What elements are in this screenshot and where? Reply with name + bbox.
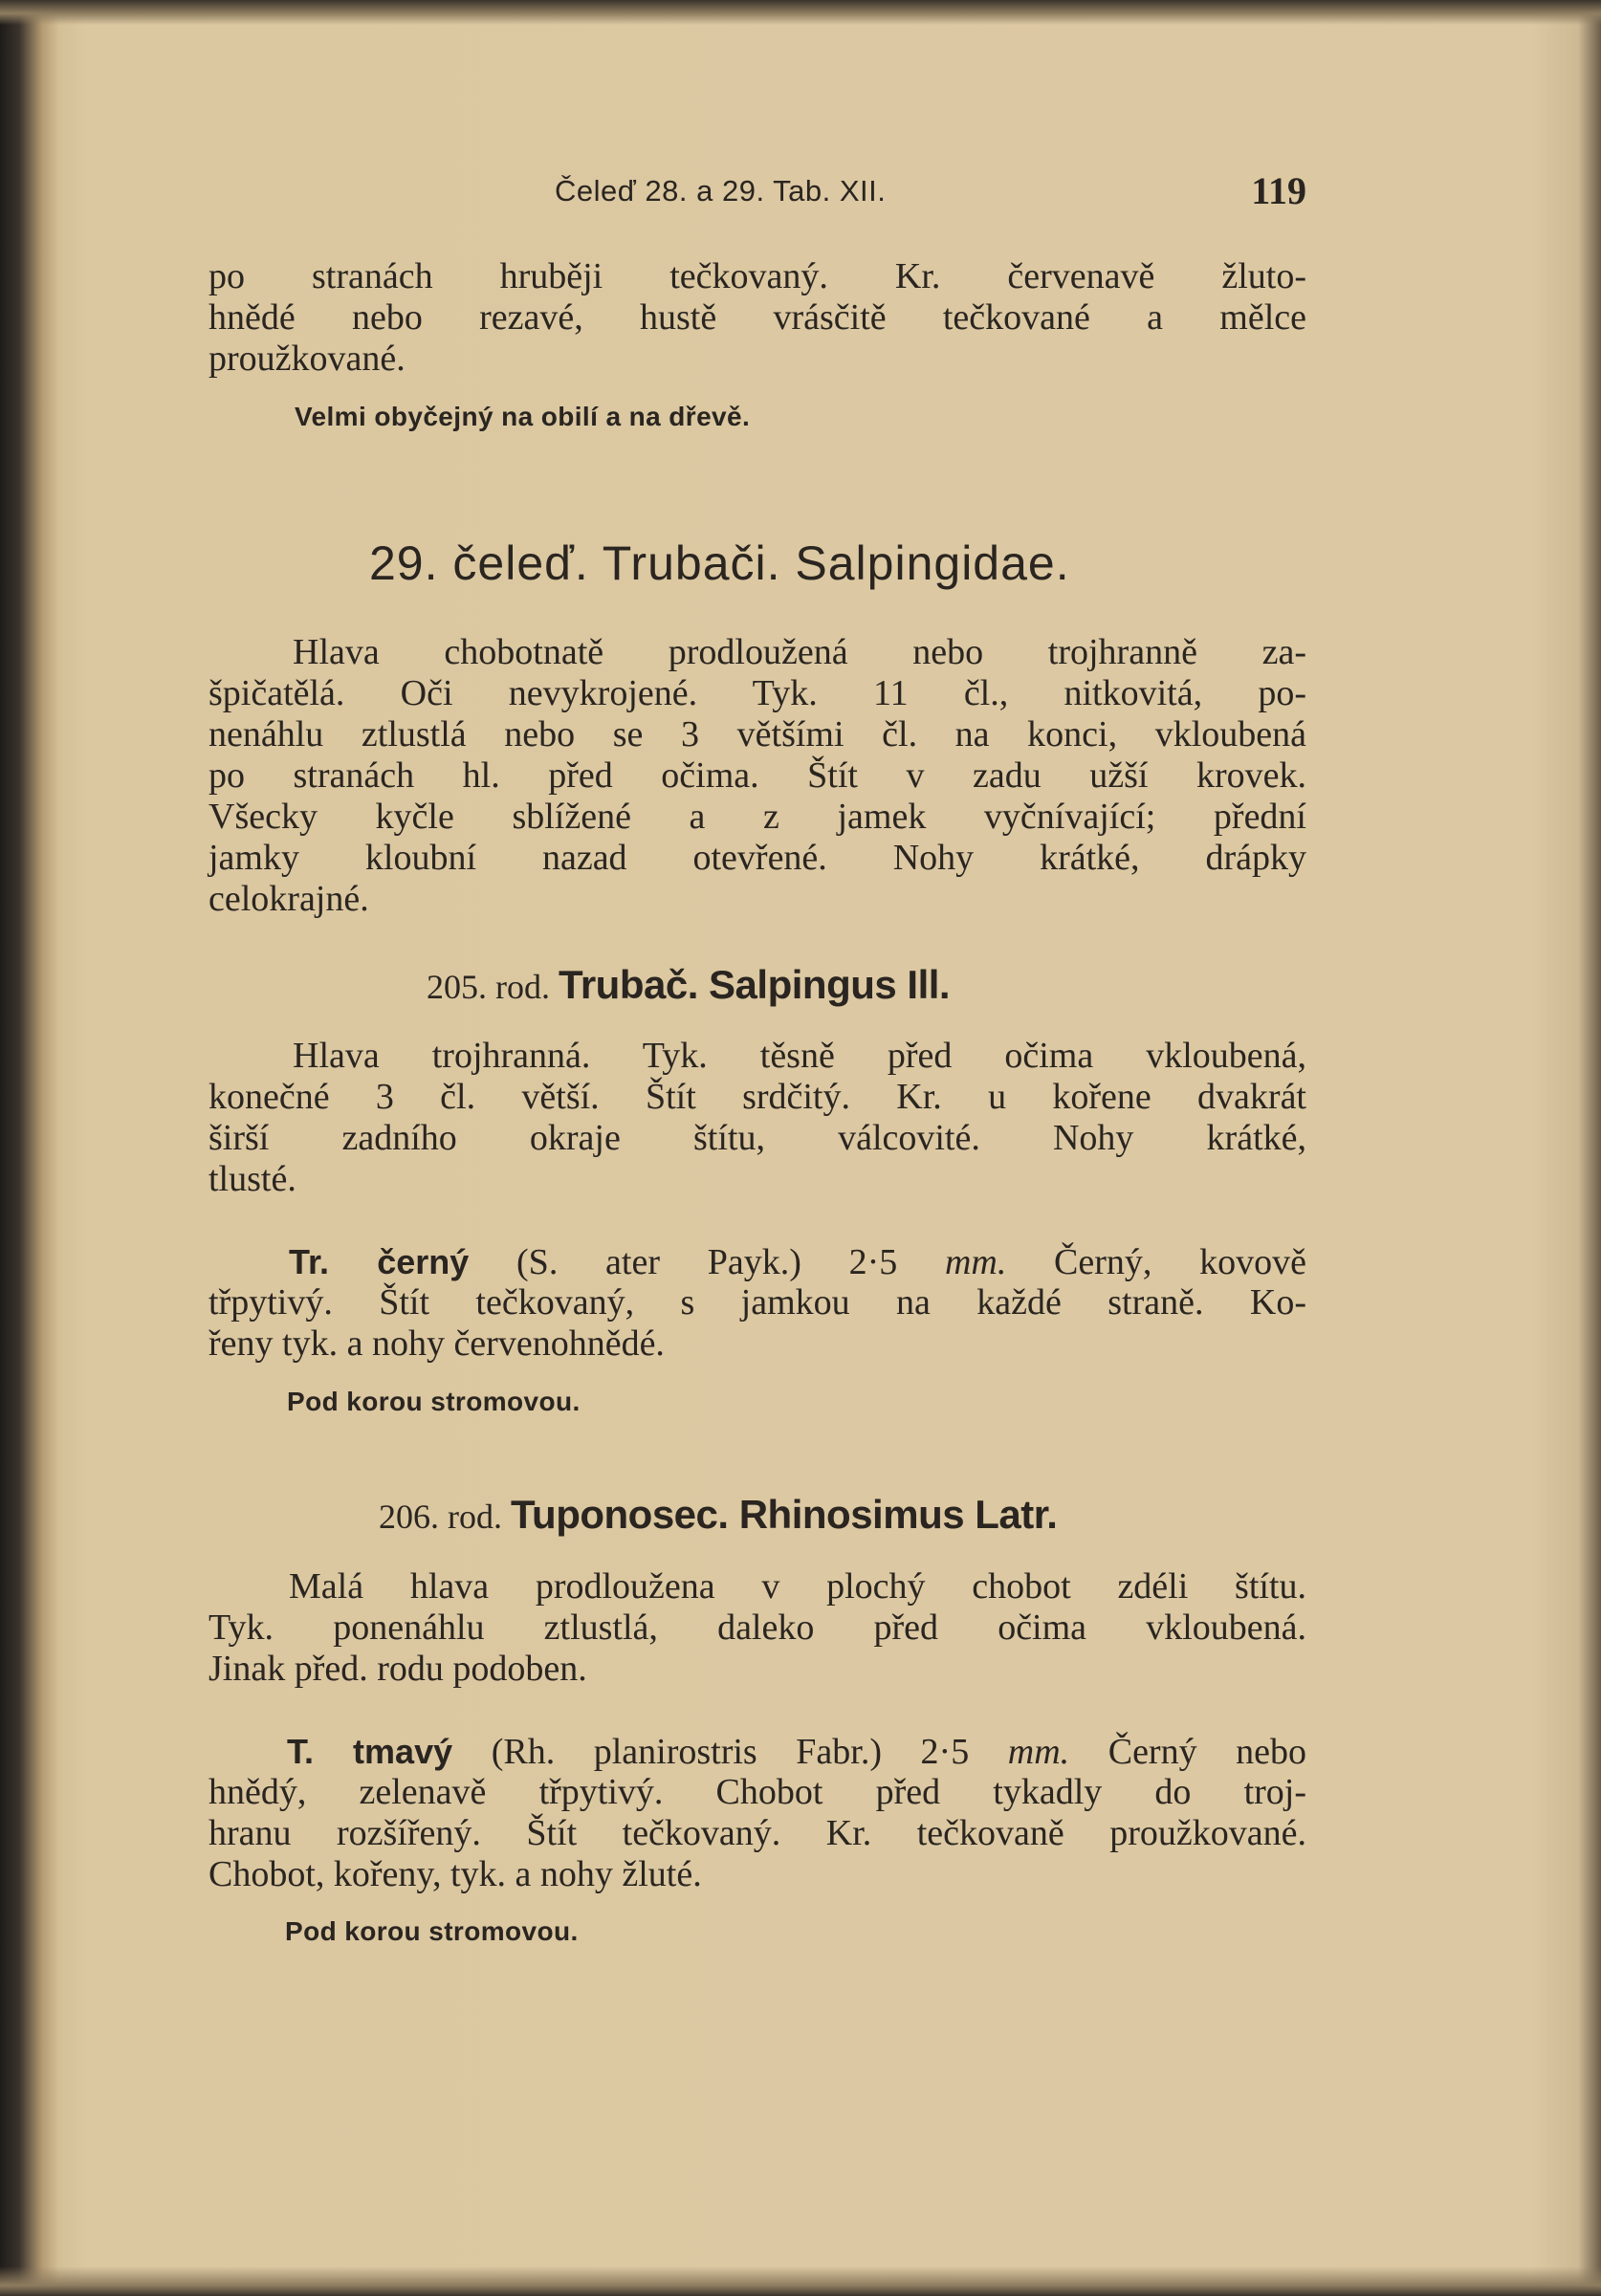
species-desc-start: Černý nebo: [1108, 1732, 1307, 1772]
genus-name: Tuponosec. Rhinosimus Latr.: [511, 1492, 1058, 1537]
genus-205-line: tlusté.: [208, 1159, 296, 1199]
family-line: nenáhlu ztlustlá nebo se 3 většími čl. na konci, vkloubená: [208, 714, 1306, 754]
species-name: T. tmavý: [287, 1732, 453, 1771]
page-content: [197, 0, 1306, 2296]
genus-205-heading: [427, 962, 950, 1010]
species-tmavy-line: hnědý, zelenavě třpytivý. Chobot před tykadly do troj-: [208, 1772, 1306, 1812]
species-tmavy-line: Chobot, kořeny, tyk. a nohy žluté.: [208, 1854, 702, 1894]
intro-line: hnědé nebo rezavé, hustě vrásčitě tečkované a mělce: [208, 297, 1306, 338]
genus-name: Trubač. Salpingus Ill.: [559, 962, 951, 1007]
species-synonym: (Rh. planirostris Fabr.) 2·5: [491, 1732, 970, 1772]
page-number: 119: [1251, 169, 1306, 212]
unit: mm.: [1007, 1732, 1070, 1772]
genus-206-line: Tyk. ponenáhlu ztlustlá, daleko před očima vkloubená.: [208, 1607, 1306, 1648]
intro-line: po stranách hruběji tečkovaný. Kr. červenavě žluto-: [208, 256, 1306, 296]
running-head: Čeleď 28. a 29. Tab. XII.: [555, 174, 887, 208]
species-cerny-line: [289, 1241, 1306, 1283]
species-tmavy-line: hranu rozšířený. Štít tečkovaný. Kr. tečkovaně proužkované.: [208, 1813, 1306, 1853]
unit: mm.: [944, 1242, 1007, 1282]
intro-line: proužkované.: [208, 339, 406, 379]
species-name: Tr. černý: [289, 1242, 470, 1281]
genus-205-line: konečné 3 čl. větší. Štít srdčitý. Kr. u kořene dvakrát: [208, 1077, 1306, 1117]
family-line: Všecky kyčle sblížené a z jamek vyčnívající; přední: [208, 797, 1306, 837]
species-cerny-line: třpytivý. Štít tečkovaný, s jamkou na každé straně. Ko-: [208, 1282, 1306, 1323]
habitat-note: Pod korou stromovou.: [285, 1916, 579, 1946]
habitat-note: Velmi obyčejný na obilí a na dřevě.: [295, 402, 751, 431]
genus-prefix: 206. rod.: [379, 1498, 502, 1536]
habitat-note: Pod korou stromovou.: [287, 1387, 581, 1416]
genus-prefix: 205. rod.: [427, 968, 550, 1006]
family-line: jamky kloubní nazad otevřené. Nohy krátké, drápky: [208, 838, 1306, 878]
family-line: celokrajné.: [208, 879, 369, 919]
genus-206-heading: [379, 1492, 1057, 1540]
genus-205-line: širší zadního okraje štítu, válcovité. Nohy krátké,: [208, 1118, 1306, 1158]
genus-206-line: Malá hlava prodloužena v plochý chobot zdéli štítu.: [289, 1566, 1306, 1607]
species-synonym: (S. ater Payk.) 2·5: [516, 1242, 898, 1282]
family-line: Hlava chobotnatě prodloužená nebo trojhranně za-: [293, 632, 1306, 672]
family-line: po stranách hl. před očima. Štít v zadu užší krovek.: [208, 755, 1306, 796]
species-cerny-line: řeny tyk. a nohy červenohnědé.: [208, 1323, 665, 1364]
genus-205-line: Hlava trojhranná. Tyk. těsně před očima vkloubená,: [293, 1036, 1306, 1076]
species-desc-start: Černý, kovově: [1054, 1242, 1306, 1282]
family-heading: 29. čeleď. Trubači. Salpingidae.: [369, 536, 1070, 590]
family-line: špičatělá. Oči nevykrojené. Tyk. 11 čl., nitkovitá, po-: [208, 673, 1306, 713]
species-tmavy-line: [287, 1731, 1306, 1773]
genus-206-line: Jinak před. rodu podoben.: [208, 1649, 587, 1689]
page-header: [197, 168, 1306, 216]
